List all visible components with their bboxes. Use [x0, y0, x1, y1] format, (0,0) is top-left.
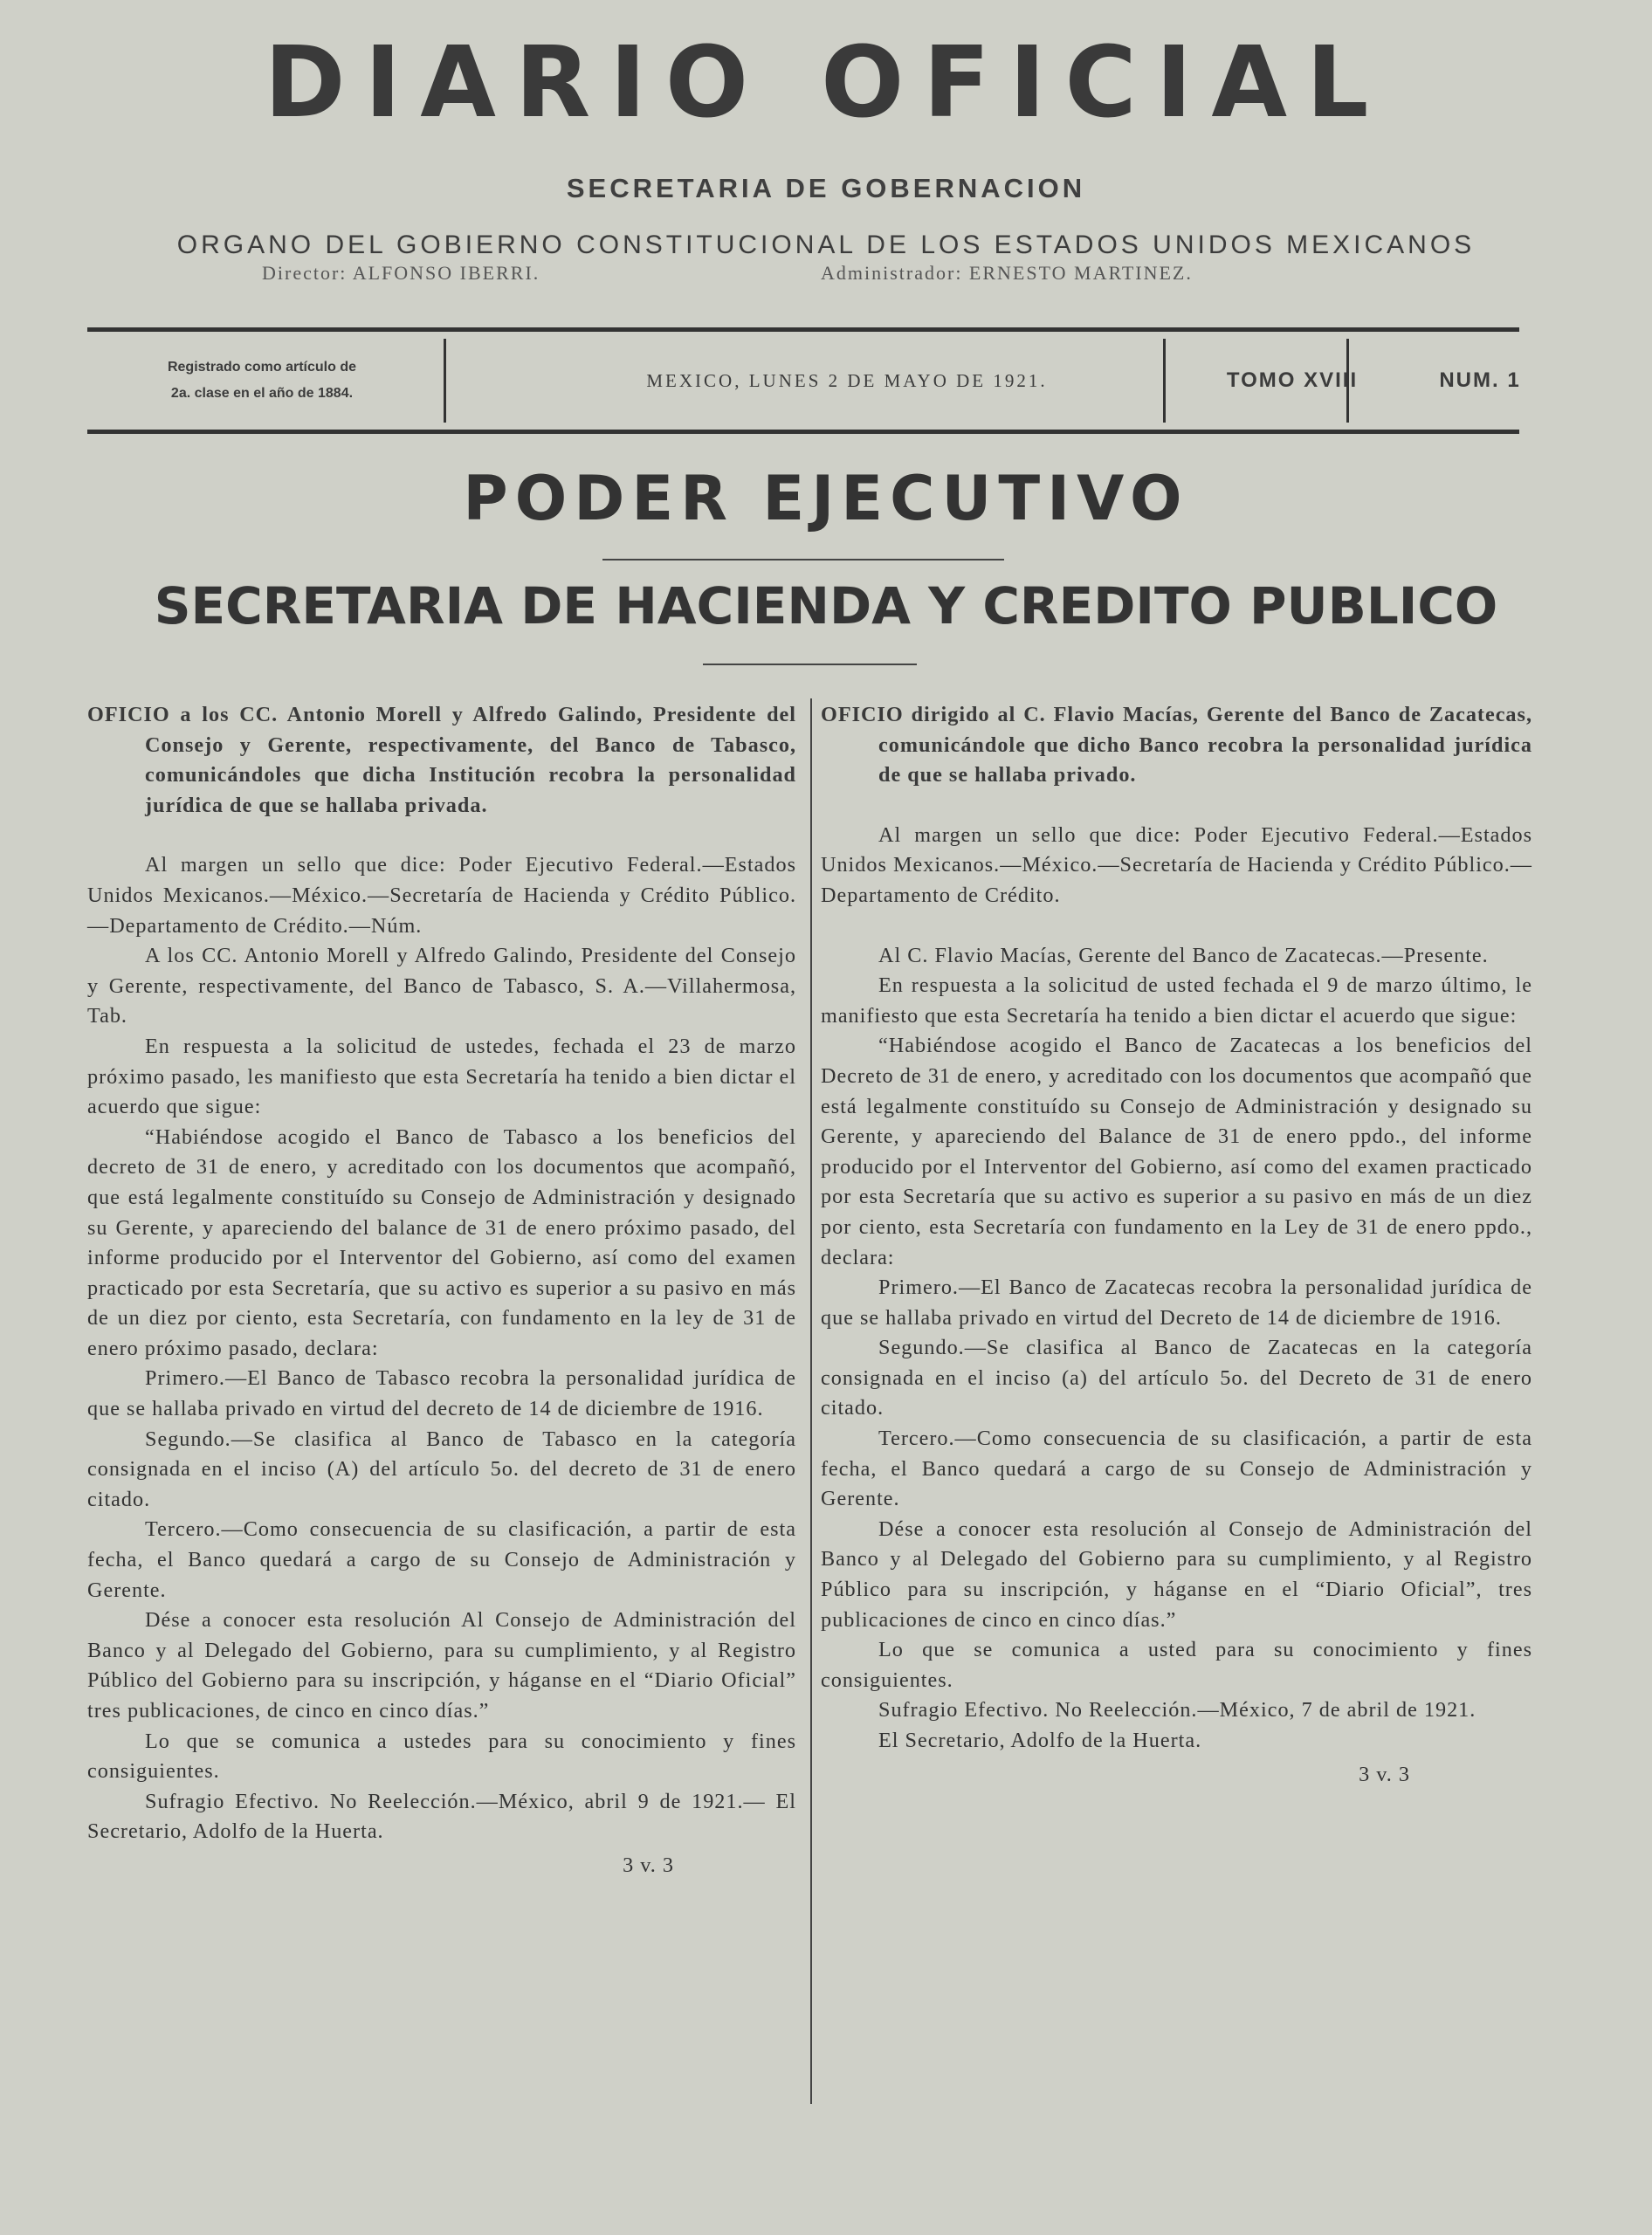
issue-tomo: TOMO XVIII: [1226, 368, 1359, 392]
article-left: [87, 700, 796, 1881]
heading-rule: [703, 664, 917, 665]
paragraph: Al margen un sello que dice: Poder Ejecutivo Federal.—Estados Unidos Mexicanos.—México.—Secretaría de Hacienda y Crédito Público.—Departamento de Crédito.: [821, 822, 1532, 907]
masthead-secretaria: SECRETARIA DE GOBERNACION: [566, 173, 1086, 203]
heading-rule: [602, 559, 1004, 560]
signature-paragraph: El Secretario, Adolfo de la Huerta.: [878, 1729, 1202, 1752]
paragraph: Primero.—El Banco de Zacatecas recobra la personalidad jurídica de que se hallaba privado en virtud del Decreto de 14 de diciembre de 1916.: [821, 1276, 1532, 1330]
paragraph: A los CC. Antonio Morell y Alfredo Galindo, Presidente del Consejo y Gerente, respectivamente, del Banco de Tabasco, S. A.—Villahermosa, Tab.: [87, 944, 796, 1028]
paragraph: Dése a conocer esta resolución Al Consejo de Administración del Banco y al Delegado del Gobierno, para su cumplimiento, y al Registro Público del Gobierno para su inscripción, y háganse en el “Diario Oficial” tres publicaciones, de cinco en cinco días.”: [87, 1608, 796, 1723]
paragraph: Segundo.—Se clasifica al Banco de Tabasco en la categoría consignada en el inciso (A) del artículo 5o. del decreto de 31 de enero citado.: [87, 1427, 796, 1511]
subsection-heading: SECRETARIA DE HACIENDA Y CREDITO PUBLICO: [154, 576, 1498, 636]
issue-banner: [87, 327, 1519, 434]
banner-divider: [1346, 339, 1349, 423]
column-divider: [810, 698, 812, 2104]
paragraph: Lo que se comunica a ustedes para su conocimiento y fines consiguientes.: [87, 1729, 796, 1784]
registration-line-1: Registrado como artículo de: [167, 360, 357, 375]
paragraph: En respuesta a la solicitud de ustedes, fechada el 23 de marzo próximo pasado, les manifiesto que esta Secretaría ha tenido a bien dictar el acuerdo que sigue:: [87, 1034, 796, 1119]
registration-note: [87, 332, 437, 430]
paragraph: Dése a conocer esta resolución al Consejo de Administración del Banco y al Delegado del Gobierno para su cumplimiento, y al Registro Público para su inscripción, y háganse en el “Diario Oficial”, tres publicaciones de cinco en cinco días.”: [821, 1516, 1532, 1632]
administrator-line: Administrador: ERNESTO MARTINEZ.: [821, 262, 1193, 284]
article-right: [821, 700, 1532, 1790]
article-headline: OFICIO dirigido al C. Flavio Macías, Gerente del Banco de Zacatecas, comunicándole que dicho Banco recobra la personalidad jurídica de que se hallaba privado.: [821, 703, 1532, 787]
masthead: [0, 26, 1652, 260]
section-heading: PODER EJECUTIVO: [463, 463, 1189, 534]
paragraph: Sufragio Efectivo. No Reelección.—México, 7 de abril de 1921.: [878, 1698, 1476, 1723]
paragraph: “Habiéndose acogido el Banco de Tabasco a los beneficios del decreto de 31 de enero, y acreditado con los documentos que acompañó, que está legalmente constituído su Consejo de Administración y designado su Gerente, y apareciendo del balance de 31 de enero próximo pasado, del informe producido por el Interventor del Gobierno, así como del examen practicado por esta Secretaría, que su activo es superior a su pasivo en más de un diez por ciento, esta Secretaría, con fundamento en la ley de 31 de enero próximo pasado, declara:: [87, 1124, 796, 1360]
registration-line-2: 2a. clase en el año de 1884.: [170, 386, 354, 401]
paragraph: En respuesta a la solicitud de usted fechada el 9 de marzo último, le manifiesto que esta Secretaría ha tenido a bien dictar el acuerdo que sigue:: [821, 973, 1532, 1028]
signature-paragraph: Sufragio Efectivo. No Reelección.—México, abril 9 de 1921.— El Secretario, Adolfo de la Huerta.: [87, 1789, 796, 1844]
director-line: Director: ALFONSO IBERRI.: [262, 262, 540, 284]
publication-count: 3 v. 3: [1359, 1762, 1410, 1786]
issue-date: MEXICO, LUNES 2 DE MAYO DE 1921.: [646, 369, 1048, 391]
paragraph: Tercero.—Como consecuencia de su clasificación, a partir de esta fecha, el Banco quedará a cargo de su Consejo de Administración y Gerente.: [821, 1427, 1532, 1511]
paragraph: Lo que se comunica a usted para su conocimiento y fines consiguientes.: [821, 1638, 1532, 1692]
issue-number: NUM. 1: [1439, 368, 1521, 392]
paragraph: Segundo.—Se clasifica al Banco de Zacatecas en la categoría consignada en el inciso (a) del artículo 5o. del Decreto de 31 de enero citado.: [821, 1336, 1532, 1420]
article-headline: OFICIO a los CC. Antonio Morell y Alfredo Galindo, Presidente del Consejo y Gerente, respectivamente, del Banco de Tabasco, comunicándoles que dicha Institución recobra la personalidad jurídica de que se hallaba privada.: [87, 703, 796, 817]
publication-count: 3 v. 3: [623, 1853, 674, 1877]
paragraph: “Habiéndose acogido el Banco de Zacatecas a los beneficios del Decreto de 31 de enero, y acreditado con los documentos que acompañó que está legalmente constituído su Consejo de Administración y designado su Gerente, y apareciendo del Balance de 31 de enero ppdo., del informe producido por el Interventor del Gobierno, así como del examen practicado por esta Secretaría que su activo es superior a su pasivo en más de un diez por ciento, esta Secretaría con fundamento en la Ley de 31 de enero ppdo., declara:: [821, 1034, 1532, 1269]
newspaper-title: DIARIO OFICIAL: [264, 26, 1388, 140]
masthead-organo: ORGANO DEL GOBIERNO CONSTITUCIONAL DE LOS ESTADOS UNIDOS MEXICANOS: [176, 230, 1476, 259]
paragraph: Al margen un sello que dice: Poder Ejecutivo Federal.—Estados Unidos Mexicanos.—México.—Secretaría de Hacienda y Crédito Público.—Departamento de Crédito.—Núm.: [87, 853, 796, 938]
paragraph: Tercero.—Como consecuencia de su clasificación, a partir de esta fecha, el Banco quedará a cargo de su Consejo de Administración y Gerente.: [87, 1517, 796, 1602]
paragraph: Primero.—El Banco de Tabasco recobra la personalidad jurídica de que se hallaba privado en virtud del decreto de 14 de diciembre de 1916.: [87, 1366, 796, 1421]
paragraph: Al C. Flavio Macías, Gerente del Banco de Zacatecas.—Presente.: [878, 943, 1489, 967]
